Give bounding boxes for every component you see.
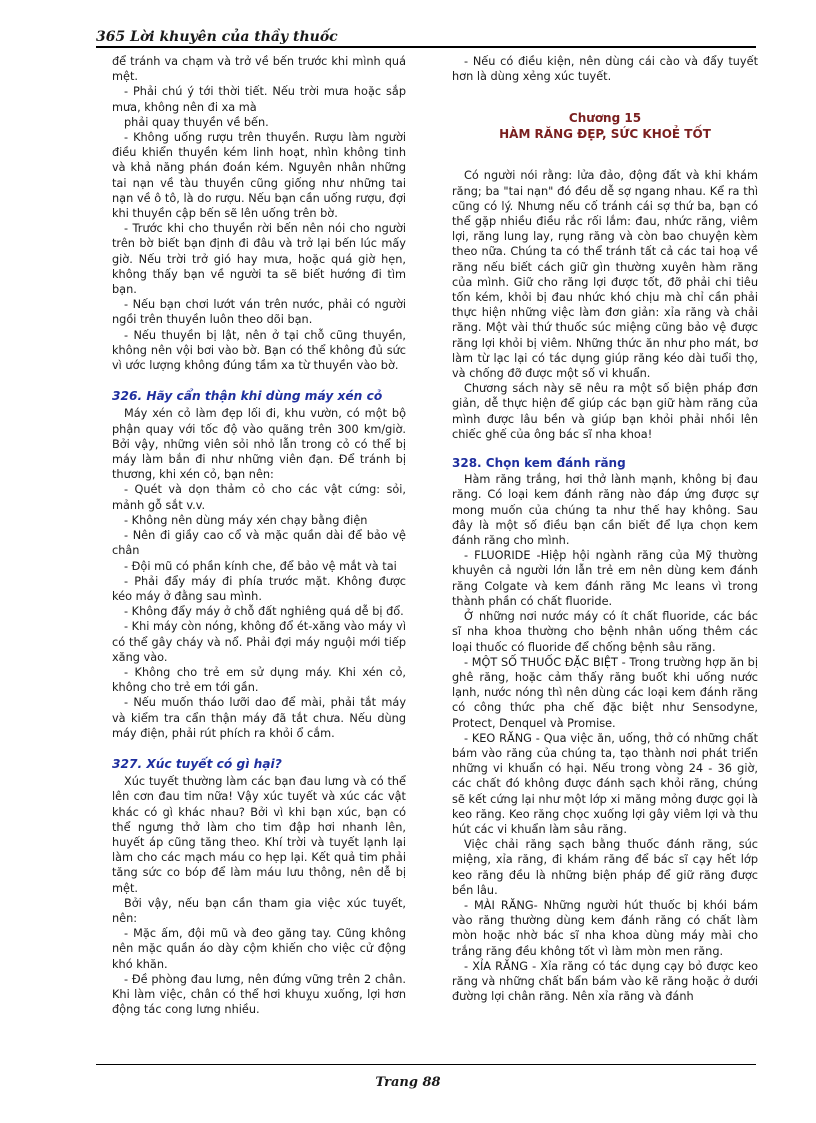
paragraph: - Nếu thuyền bị lật, nên ở tại chỗ cũng thuyền, không nên vội bơi vào bờ. Bạn có thể không đủ sức vì ước lượng không đúng tầm xa từ thuyền vào bờ. [112, 328, 406, 373]
section-heading-327: 327. Xúc tuyết có gì hại? [112, 756, 282, 771]
paragraph: - MỘT SỐ THUỐC ĐẶC BIỆT - Trong trường hợp ăn bị ghê răng, hoặc cảm thấy răng buốt khi uống nước lạnh, nước nóng thì nên dùng các loại kem đánh răng có công thức pha chế đặc biệt như Sensodyne, Protect, Denquel và Promise. [452, 655, 758, 730]
paragraph: phải quay thuyền về bến. [124, 115, 269, 129]
chapter-heading [452, 110, 758, 142]
paragraph: Xúc tuyết thường làm các bạn đau lưng và có thể lên cơn đau tim nữa! Vậy xúc tuyết và xúc các vật khác có gì khác nhau? Bởi vì khi bạn xúc, bạn có thể ngưng thở làm cho tim đập hơi nhanh lên, huyết áp cũng tăng theo. Khí trời và tuyết lạnh lại làm cho các mạch máu co hẹp lại. Kết quả tim phải tăng sức co bóp để làm máu lưu thông, nên dễ bị mệt. [112, 775, 406, 895]
section-heading-326: 326. Hãy cẩn thận khi dùng máy xén cỏ [112, 389, 383, 404]
paragraph: - Nếu muốn tháo lưỡi dao để mài, phải tắt máy và kiểm tra cẩn thận máy đã tắt chưa. Nếu dùng máy điện, phải rút phích ra khỏi ổ cắm. [112, 696, 406, 740]
paragraph: - Phải chú ý tới thời tiết. Nếu trời mưa hoặc sắp mưa, không nên đi xa mà [112, 85, 406, 114]
paragraph: - Quét và dọn thảm cỏ cho các vật cứng: sỏi, mảnh gỗ sắt v.v. [112, 483, 406, 512]
page-number: Trang 88 [375, 1075, 441, 1090]
paragraph: Chương sách này sẽ nêu ra một số biện pháp đơn giản, dễ thực hiện để giúp các bạn giữ hàm răng của mình được lâu bền và giúp bạn khỏi phải nhồi lên chiếc ghế của ông bác sĩ nha khoa! [452, 382, 758, 441]
paragraph: - KEO RĂNG - Qua việc ăn, uống, thở có những chất bám vào răng của chúng ta, tạo thành nơi phát triển những vi khuẩn có hại. Nếu trong vòng 24 - 36 giờ, các chất đó không được đánh sạch khỏi răng, chúng sẽ kết cứng lại như một lớp xi măng mỏng được gọi là keo răng. Keo răng chọc xuống lợi gây viêm lợi và thu hút các vi khuẩn làm sâu răng. [452, 731, 758, 836]
paragraph: Việc chải răng sạch bằng thuốc đánh răng, súc miệng, xỉa răng, đi khám răng để bác sĩ cạy hết lớp keo răng đều là những biện pháp để giữ răng được bền lâu. [452, 838, 758, 897]
paragraph: - Không nên dùng máy xén chạy bằng điện [124, 513, 368, 527]
paragraph: - Đề phòng đau lưng, nên đứng vững trên 2 chân. Khi làm việc, chân có thể hơi khuỵu xuống, lợi hơn động tác cong lưng nhiều. [112, 972, 406, 1017]
paragraph: - Không cho trẻ em sử dụng máy. Khi xén cỏ, không cho trẻ em tới gần. [112, 665, 406, 695]
chapter-number: Chương 15 [568, 111, 642, 126]
page-header [96, 26, 756, 45]
paragraph: - XỈA RĂNG - Xỉa răng có tác dụng cạy bỏ được keo răng và những chất bẩn bám vào kẽ răng hoặc ở dưới đường lợi chân răng. Nên xỉa răng và đánh [452, 959, 758, 1004]
paragraph: để tránh va chạm và trở về bến trước khi mình quá mệt. [112, 55, 406, 84]
paragraph: - Phải đẩy máy đi phía trước mặt. Không được kéo máy ở đằng sau mình. [112, 574, 406, 603]
paragraph: - FLUORIDE -Hiệp hội ngành răng của Mỹ thường khuyên cả người lớn lẫn trẻ em nên dùng kem đánh răng Colgate và kem đánh răng Mc leans vì trong thành phần có chất fluoride. [452, 549, 758, 608]
right-column [452, 54, 758, 1004]
paragraph: - MÀI RĂNG- Những người hút thuốc bị khói bám vào răng thường dùng kem đánh răng có chất làm mòn hoặc nhờ bác sĩ nha khoa dùng máy mài cho trắng răng đều không tốt vì làm mòn men răng. [452, 898, 758, 958]
section-heading-328: 328. Chọn kem đánh răng [452, 456, 626, 471]
paragraph: Ở những nơi nước máy có ít chất fluoride, các bác sĩ nha khoa thường cho bệnh nhân uống thêm các loại thuốc có fluoride để chống bệnh sâu răng. [452, 610, 758, 654]
paragraph: - Khi máy còn nóng, không đổ ét-xăng vào máy vì có thể gây cháy và nổ. Phải đợi máy nguội mới tiếp xăng vào. [112, 620, 406, 664]
paragraph: Bởi vậy, nếu bạn cần tham gia việc xúc tuyết, nên: [112, 896, 406, 925]
paragraph: - Đội mũ có phần kính che, để bảo vệ mắt và tai [124, 559, 397, 573]
book-title: 365 Lời khuyên của thầy thuốc [96, 29, 338, 45]
paragraph: - Không đẩy máy ở chỗ đất nghiêng quá dễ bị đổ. [124, 605, 404, 619]
header-divider [96, 46, 756, 48]
paragraph: - Nên đi giầy cao cổ và mặc quần dài để bảo vệ chân [112, 529, 406, 558]
paragraph: - Nếu có điều kiện, nên dùng cái cào và đẩy tuyết hơn là dùng xẻng xúc tuyết. [452, 55, 758, 84]
footer-divider [96, 1064, 756, 1065]
paragraph: Hàm răng trắng, hơi thở lành mạnh, không bị đau răng. Có loại kem đánh răng nào đáp ứng được sự mong muốn của chúng ta như thế hay không. Sau đây là một số điều bạn cần biết để lựa chọn kem đánh răng cho mình. [452, 473, 758, 548]
paragraph: Máy xén cỏ làm đẹp lối đi, khu vườn, có một bộ phận quay với tốc độ vào quãng trên 300 km/giờ. Bởi vậy, những viên sỏi nhỏ lẫn trong cỏ có thể bị máy làm bắn đi như những viên đạn. Để tránh bị thương, khi xén cỏ, bạn nên: [112, 407, 406, 482]
chapter-title: HÀM RĂNG ĐẸP, SỨC KHOẺ TỐT [499, 127, 711, 142]
paragraph: - Nếu bạn chơi lướt ván trên nước, phải có người ngồi trên thuyền luôn theo dõi bạn. [112, 298, 406, 327]
left-column [112, 54, 406, 1017]
paragraph: - Trước khi cho thuyền rời bến nên nói cho người trên bờ biết bạn định đi đâu và trở lại bến lúc mấy giờ. Nếu trời trở gió hay mưa, hoặc quá giờ hẹn, không thấy bạn về người ta sẽ biết hướng đi tìm bạn. [112, 222, 406, 297]
paragraph: - Mặc ấm, đội mũ và đeo găng tay. Cũng không nên mặc quần áo dày cộm khiến cho việc cử động khó khăn. [112, 927, 406, 971]
paragraph: - Không uống rượu trên thuyền. Rượu làm người điều khiển thuyền kém linh hoạt, nhìn không tinh và khả năng phán đoán kém. Nguyên nhân những tai nạn về tàu thuyền cũng giống như những tai nạn về ô tô, là do rượu. Nếu bạn cần uống rượu, đợi khi thuyền cập bến sẽ lên uống trên bờ. [112, 131, 406, 221]
paragraph: Có người nói rằng: lửa đảo, động đất và khi khám răng; ba "tai nạn" đó đều dễ sợ ngang nhau. Kể ra thì cũng có lý. Nhưng nếu cố tránh cái sợ thứ ba, bạn có thể gặp nhiều điều rắc rối lắm: đau, nhức răng, viêm lợi, răng lung lay, rụng răng và còn bao chuyện kèm theo nữa. Chúng ta có thể tránh tất cả các tai hoạ về răng nếu biết cách giữ gìn thường xuyên hàm răng của mình. Giữ cho răng lợi được tốt, đỡ phải chi tiêu tốn kém, khỏi bị đau nhức khó chịu mà chỉ cần phải thực hiện những việc làm đơn giản: xỉa răng và chải răng. Một vài thứ thuốc súc miệng cũng bảo vệ được răng lợi khỏi bị viêm. Những thức ăn như pho mát, bơ làm từ lạc lại có tác dụng giúp răng kéo dài tuổi thọ, và chống đỡ được một số vi khuẩn. [452, 169, 758, 381]
